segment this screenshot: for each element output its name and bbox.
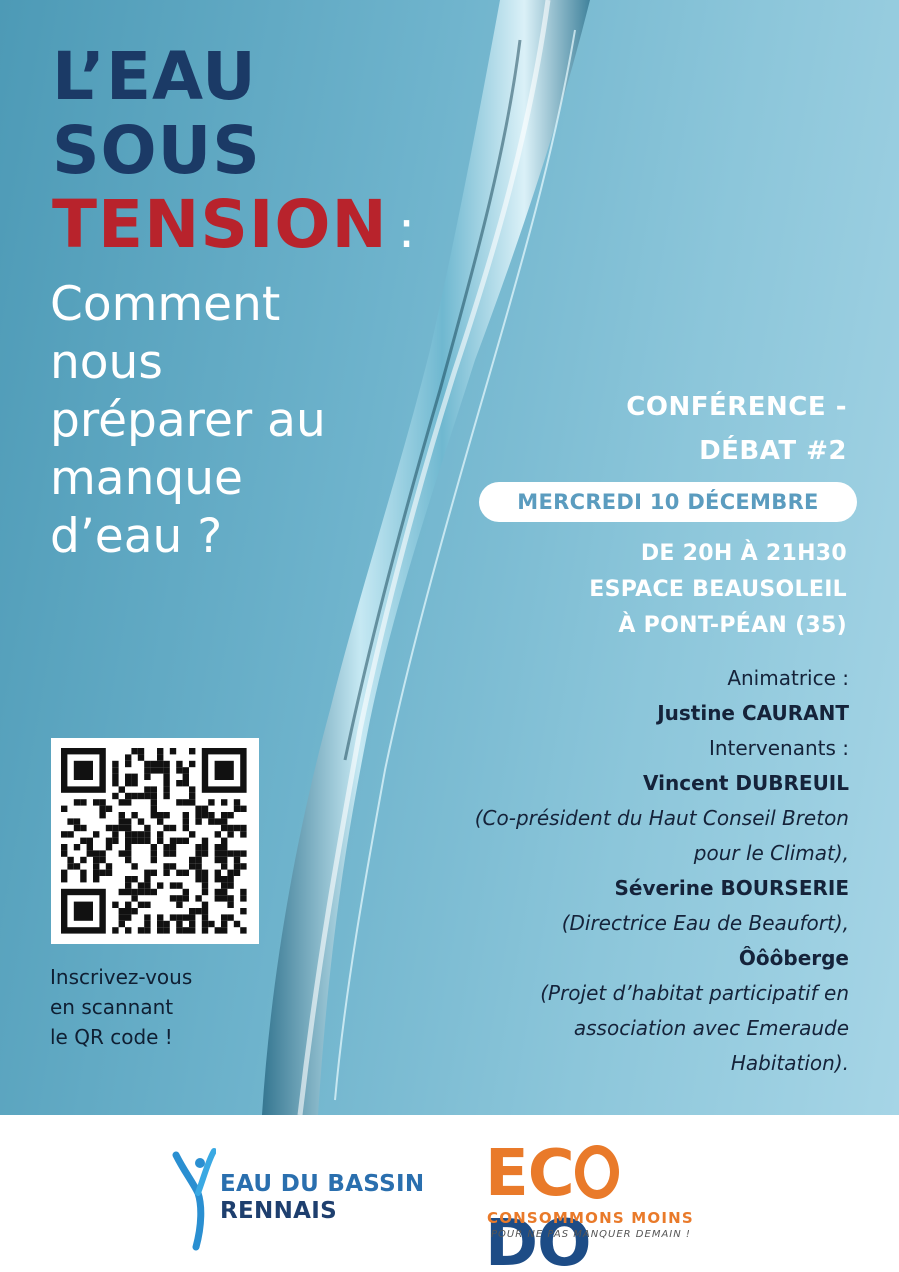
qr-caption-line: Inscrivez-vous [50,965,193,989]
ecodo-letter-o-figure [575,1145,619,1199]
title-colon: : [397,200,417,260]
ebr-line2: RENNAIS [220,1198,337,1224]
qr-caption-line: en scannant [50,995,174,1019]
qr-caption [50,962,192,1052]
subtitle-line: Comment [50,277,281,332]
subtitle-line: d’eau ? [50,509,223,564]
ecodo-logo[interactable] [485,1137,725,1272]
title-line-eau: L’EAU [52,38,257,115]
ecodo-wordmark [485,1139,725,1272]
qr-caption-line: le QR code ! [50,1025,173,1049]
speaker-role: (Directrice Eau de Beaufort), [561,911,849,935]
speaker-role: (Co-président du Haut Conseil Breton [474,806,849,830]
qr-code-graphic [61,748,249,934]
ecodo-letter-o: O [537,1207,591,1272]
host-name: Justine CAURANT [657,701,849,725]
host-label: Animatrice : [727,666,849,690]
speaker-name: Séverine BOURSERIE [614,876,849,900]
speaker-role: Habitation). [730,1051,849,1075]
event-time-place [589,536,847,644]
event-time: DE 20H À 21H30 [640,541,847,566]
qr-code-icon[interactable] [51,738,259,944]
subtitle-line: manque [50,451,243,506]
event-city: À PONT-PÉAN (35) [618,613,847,638]
event-type-line1: CONFÉRENCE - [626,392,847,422]
poster-title [52,40,416,267]
speaker-name: Vincent DUBREUIL [643,771,849,795]
event-date-badge: MERCREDI 10 DÉCEMBRE [479,482,857,522]
ebr-line1: EAU DU BASSIN [220,1171,425,1197]
footer-logos [0,1115,899,1272]
speakers-list [369,661,849,1081]
eau-du-bassin-rennais-logo[interactable] [172,1141,462,1241]
speaker-name: Ôôôberge [738,946,849,970]
title-line-tension: TENSION [52,186,388,263]
ecodo-letters-ec: EC [485,1137,574,1211]
ebr-figure-icon [172,1141,216,1251]
event-type [626,385,847,473]
ecodo-letter-d: D [485,1207,538,1272]
ecodo-subline: POUR NE PAS MANQUER DEMAIN ! [491,1229,691,1240]
ebr-wordmark [220,1171,424,1225]
speaker-role: pour le Climat), [693,841,849,865]
subtitle-line: préparer au [50,393,326,448]
poster-subtitle [50,276,410,566]
subtitle-line: nous [50,335,163,390]
speaker-role: (Projet d’habitat participatif en [540,981,849,1005]
speakers-label: Intervenants : [708,736,849,760]
ecodo-tagline: CONSOMMONS MOINS [487,1209,694,1227]
speaker-role: association avec Emeraude [573,1016,849,1040]
event-type-line2: DÉBAT #2 [699,436,847,466]
event-venue: ESPACE BEAUSOLEIL [589,577,847,602]
title-line-sous: SOUS [52,112,261,189]
